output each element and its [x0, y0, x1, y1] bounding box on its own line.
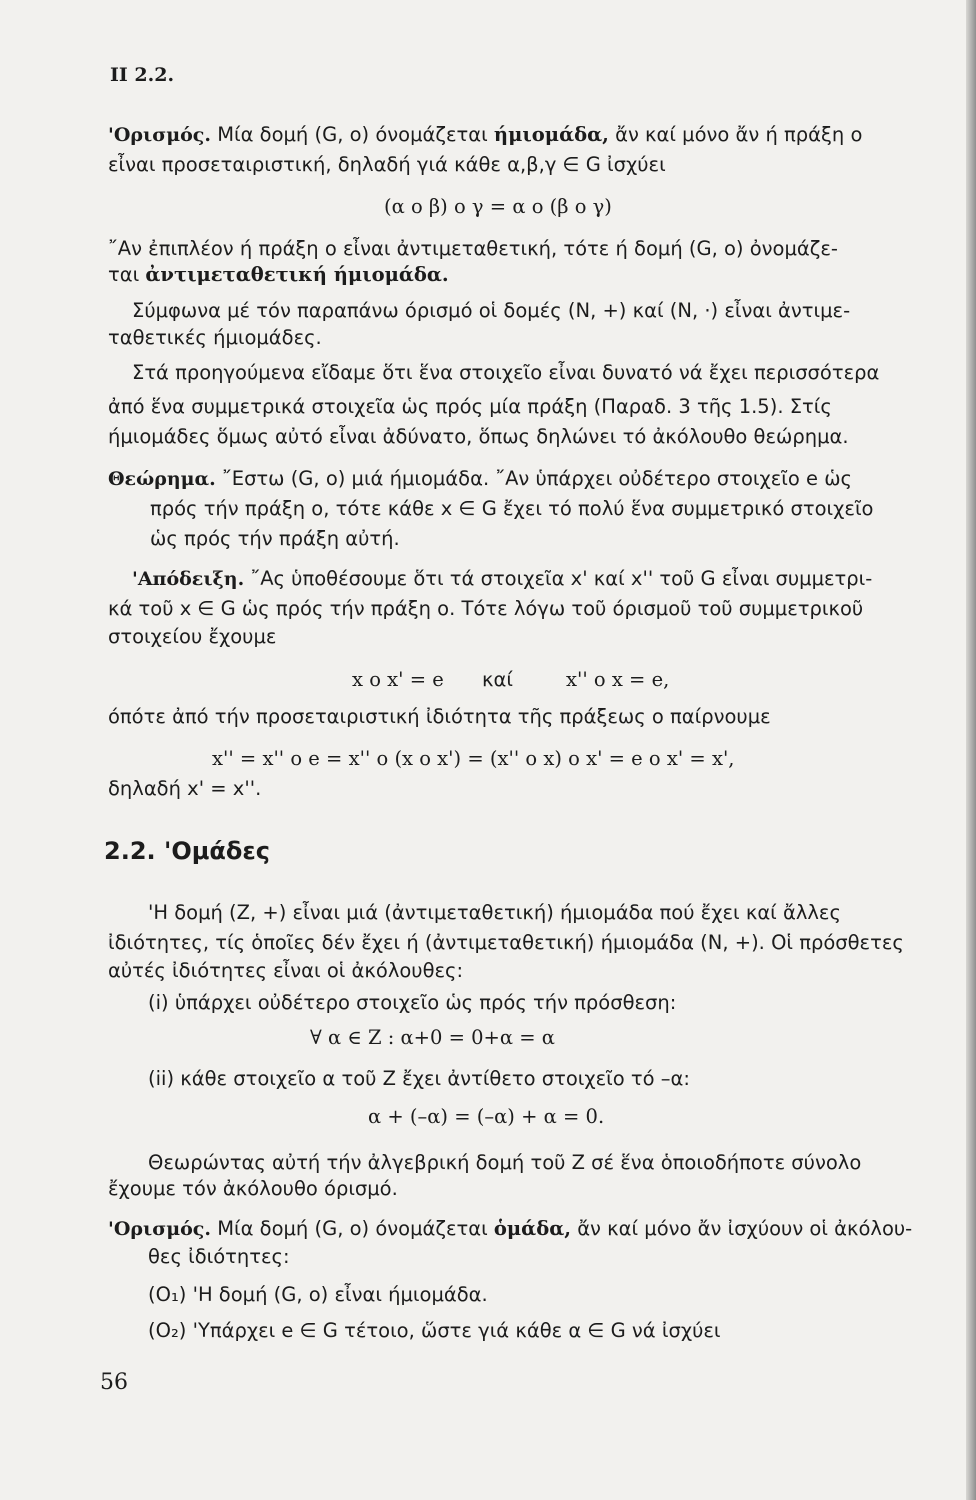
definition1-line1: 'Ορισμός. Μία δομή (G, o) όνομάζεται ήμιομάδα, ἄν καί μόνο ἄν ή πράξη ο [108, 123, 863, 146]
definition2-label: 'Ορισμός. [108, 1218, 211, 1240]
theorem-line3: ὡς πρός τήν πράξη αὐτή. [150, 527, 400, 550]
proof-eq2: x'' = x'' ο e = x'' ο (x ο x') = (x'' ο x) ο x' = e ο x' = x', [212, 747, 735, 770]
para3-line3: αὐτές ἰδιότητες εἶναι οἱ ἀκόλουθες: [108, 959, 464, 982]
theorem-line1: Θεώρημα. ῎Εστω (G, o) μιά ήμιομάδα. ῎Αν ὑπάρχει οὐδέτερο στοιχεῖο e ὡς [108, 467, 852, 490]
inverse-formula: α + (–α) = (–α) + α = 0. [368, 1105, 605, 1128]
group-axiom-2: (O₂) 'Υπάρχει e ∈ G τέτοιο, ὥστε γιά κάθε α ∈ G νά ἰσχύει [148, 1319, 721, 1342]
para3-line1: 'Η δομή (Z, +) εἶναι μιά (ἀντιμεταθετική) ήμιομάδα πού ἔχει καί ἄλλες [148, 901, 841, 924]
associativity-formula: (α ο β) ο γ = α ο (β ο γ) [384, 195, 612, 218]
definition1-term: ήμιομάδα, [493, 123, 609, 146]
proof-conclusion: δηλαδή x' = x''. [108, 777, 262, 800]
property-item-1: (i) ὑπάρχει οὐδέτερο στοιχεῖο ὡς πρός τήν πρόσθεση: [148, 991, 677, 1014]
identity-formula: ∀ α ∈ Z : α+0 = 0+α = α [310, 1026, 555, 1049]
proof-eq1-and: καί [482, 668, 513, 691]
proof-line1: 'Απόδειξη. ῎Ας ὑποθέσουμε ὅτι τά στοιχεῖα x' καί x'' τοῦ G εἶναι συμμετρι- [132, 567, 873, 590]
definition2-line2: θες ἰδιότητες: [148, 1245, 290, 1268]
para1-line1: Σύμφωνα μέ τόν παραπάνω όρισμό οἱ δομές (N, +) καί (N, ·) εἶναι ἀντιμε- [132, 299, 851, 322]
proof-line2: κά τοῦ x ∈ G ὡς πρός τήν πράξη ο. Τότε λόγω τοῦ όρισμοῦ τοῦ συμμετρικοῦ [108, 597, 864, 620]
para2-line2: ἀπό ἕνα συμμετρικά στοιχεῖα ὡς πρός μία πράξη (Παραδ. 3 τῆς 1.5). Στίς [108, 395, 832, 418]
section-title: 2.2. 'Ομάδες [104, 837, 270, 865]
proof-eq1-right: x'' ο x = e, [566, 668, 670, 691]
para4-line1: Θεωρώντας αὐτή τήν ἀλγεβρική δομή τοῦ Z σέ ἕνα ὁποιοδήποτε σύνολο [148, 1151, 862, 1174]
para4-line2: ἔχουμε τόν ἀκόλουθο όρισμό. [108, 1177, 398, 1200]
para3-line2: ἰδιότητες, τίς ὁποῖες δέν ἔχει ή (ἀντιμεταθετική) ήμιομάδα (N, +). Οἱ πρόσθετες [108, 931, 904, 954]
para2-line1: Στά προηγούμενα εἴδαμε ὅτι ἕνα στοιχεῖο εἶναι δυνατό νά ἔχει περισσότερα [132, 361, 880, 384]
proof-line4: όπότε ἀπό τήν προσεταιριστική ἰδιότητα τῆς πράξεως ο παίρνουμε [108, 705, 771, 728]
page-number: 56 [100, 1370, 128, 1395]
page-edge-shadow [966, 0, 976, 1500]
proof-line3: στοιχείου ἔχουμε [108, 625, 277, 648]
definition2-term: ὁμάδα, [493, 1217, 571, 1240]
proof-label: 'Απόδειξη. [132, 568, 245, 590]
definition1-term2: ἀντιμεταθετική ήμιομάδα. [145, 263, 449, 286]
definition1-line3: ῎Αν ἐπιπλέον ή πράξη ο εἶναι ἀντιμεταθετική, τότε ή δομή (G, o) ὀνομάζε- [108, 237, 838, 260]
definition2-line1: 'Ορισμός. Μία δομή (G, o) όνομάζεται ὁμάδα, ἄν καί μόνο ἄν ἰσχύουν οἱ ἀκόλου- [108, 1217, 913, 1240]
proof-eq1-left: x ο x' = e [352, 668, 444, 691]
definition1-line4: ται ἀντιμεταθετική ήμιομάδα. [108, 263, 449, 286]
group-axiom-1: (O₁) 'Η δομή (G, o) εἶναι ήμιομάδα. [148, 1283, 488, 1306]
para1-line2: ταθετικές ήμιομάδες. [108, 326, 322, 349]
definition1-label: 'Ορισμός. [108, 124, 211, 146]
section-reference: ΙΙ 2.2. [110, 64, 175, 86]
theorem-label: Θεώρημα. [108, 468, 216, 490]
theorem-line2: πρός τήν πράξη ο, τότε κάθε x ∈ G ἔχει τό πολύ ἕνα συμμετρικό στοιχεῖο [150, 497, 874, 520]
property-item-2: (ii) κάθε στοιχεῖο α τοῦ Z ἔχει ἀντίθετο στοιχεῖο τό –α: [148, 1067, 690, 1090]
para2-line3: ήμιομάδες ὅμως αὐτό εἶναι ἀδύνατο, ὅπως δηλώνει τό ἀκόλουθο θεώρημα. [108, 425, 849, 448]
definition1-line2: εἶναι προσεταιριστική, δηλαδή γιά κάθε α,β,γ ∈ G ἰσχύει [108, 153, 666, 176]
